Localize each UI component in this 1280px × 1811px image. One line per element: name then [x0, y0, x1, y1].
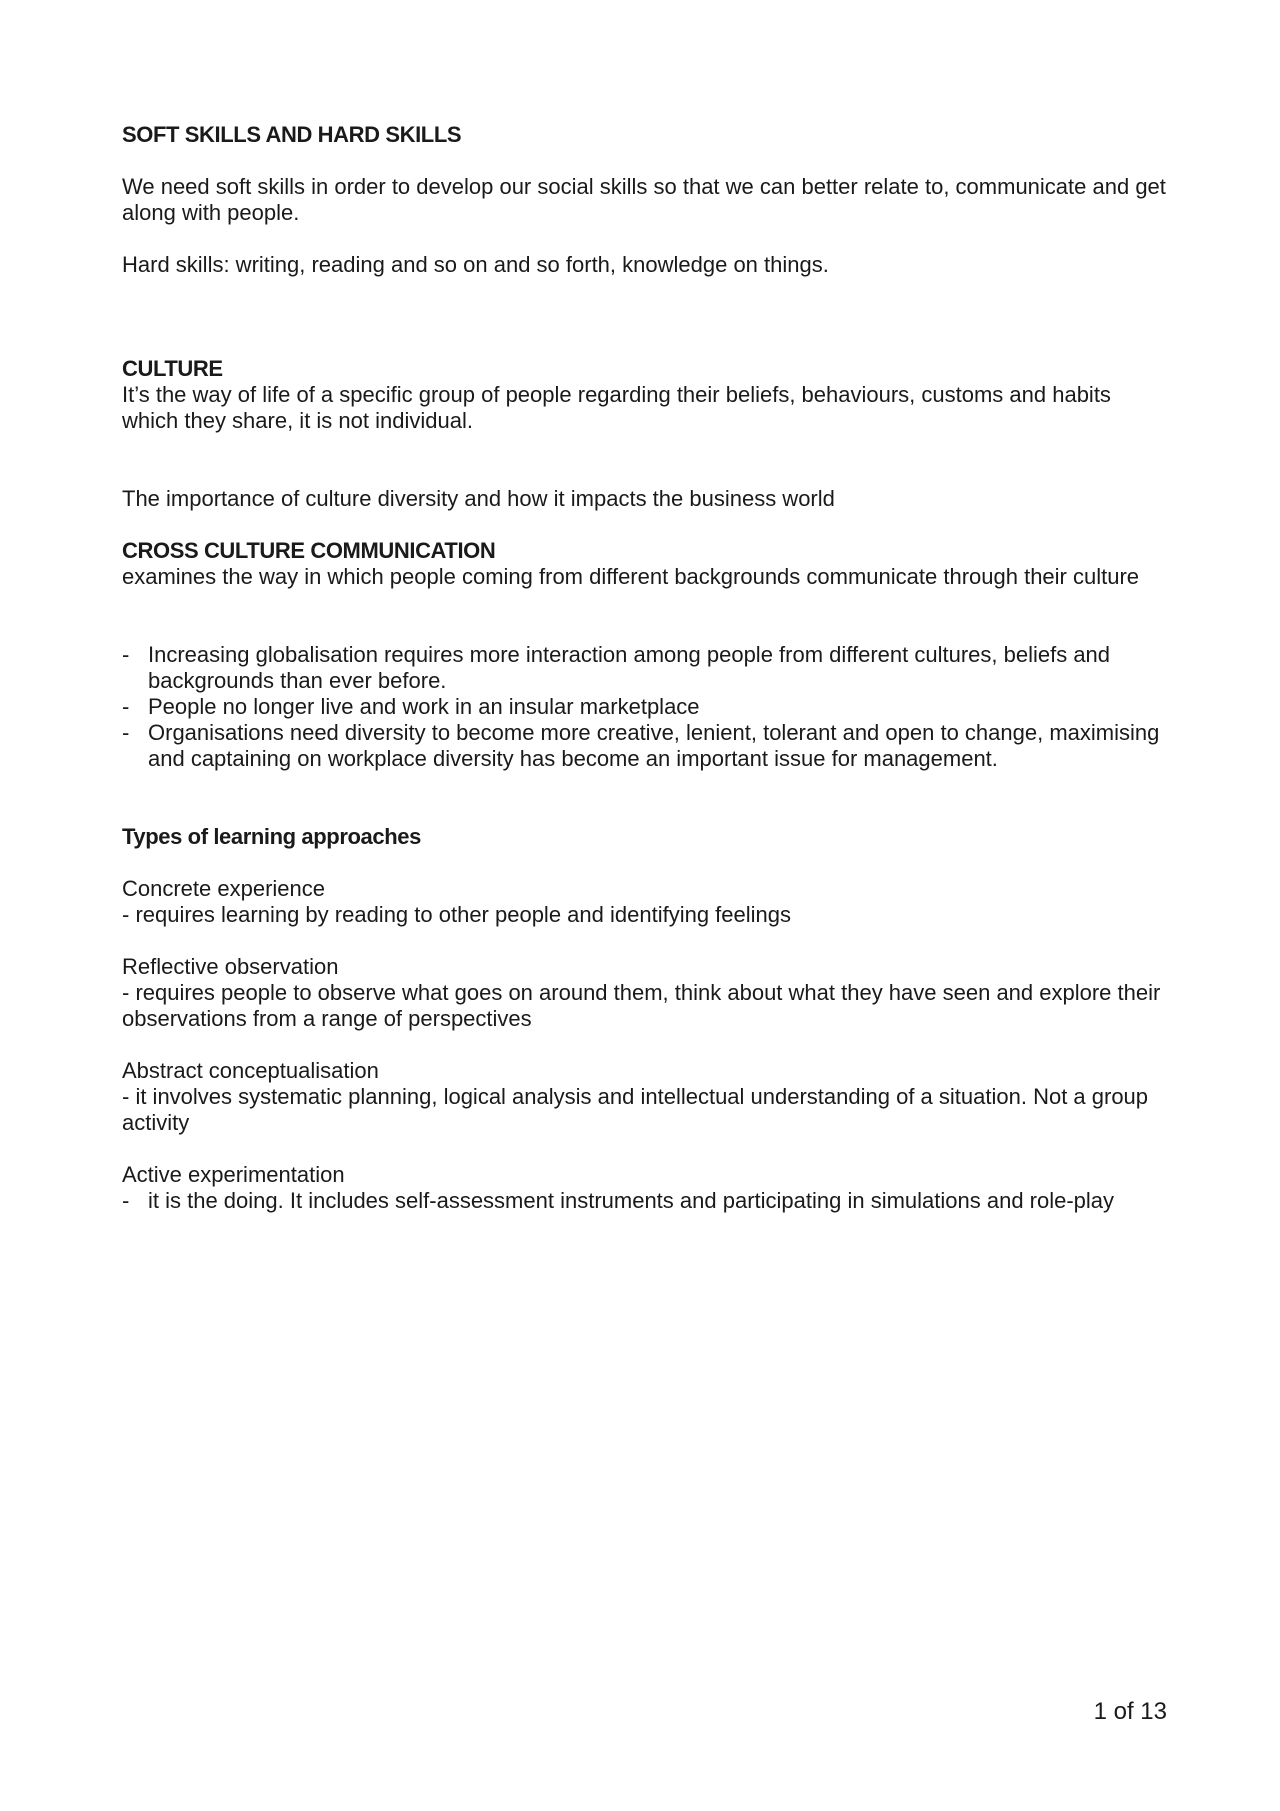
- cross-culture-bullet-list: [122, 642, 1167, 772]
- culture-diversity-note: The importance of culture diversity and how it impacts the business world: [122, 486, 835, 511]
- approach-description: - it is the doing. It includes self-assessment instruments and participating in simulations and role-play: [122, 1188, 1167, 1214]
- section-heading-learning: Types of learning approaches: [122, 824, 421, 849]
- section-heading-culture: CULTURE: [122, 356, 223, 381]
- skills-paragraph-soft: We need soft skills in order to develop our social skills so that we can better relate to, communicate and get along with people.: [122, 174, 1166, 225]
- section-heading-skills: SOFT SKILLS AND HARD SKILLS: [122, 122, 462, 147]
- approach-description: - it involves systematic planning, logical analysis and intellectual understanding of a situation. Not a group activity: [122, 1084, 1149, 1135]
- page-number: 1 of 13: [1093, 1698, 1167, 1725]
- list-item: - People no longer live and work in an insular marketplace: [122, 694, 1167, 720]
- culture-definition: It’s the way of life of a specific group of people regarding their beliefs, behaviours, customs and habits which they share, it is not individual.: [122, 382, 1111, 433]
- approach-description: - requires people to observe what goes on around them, think about what they have seen and explore their observations from a range of perspectives: [122, 980, 1161, 1031]
- approach-description: - requires learning by reading to other people and identifying feelings: [122, 902, 791, 927]
- approach-title: Active experimentation: [122, 1162, 345, 1187]
- approach-title: Reflective observation: [122, 954, 339, 979]
- page-content: [122, 122, 1167, 1214]
- list-item: - Increasing globalisation requires more interaction among people from different cultures, beliefs and backgrounds than ever before.: [122, 642, 1167, 694]
- section-heading-cross-culture: CROSS CULTURE COMMUNICATION: [122, 538, 496, 563]
- list-item: - Organisations need diversity to become more creative, lenient, tolerant and open to change, maximising and captaining on workplace diversity has become an important issue for management.: [122, 720, 1167, 772]
- approach-title: Concrete experience: [122, 876, 326, 901]
- approach-title: Abstract conceptualisation: [122, 1058, 379, 1083]
- cross-culture-definition: examines the way in which people coming from different backgrounds communicate through their culture: [122, 564, 1140, 589]
- skills-paragraph-hard: Hard skills: writing, reading and so on and so forth, knowledge on things.: [122, 252, 829, 277]
- approach-description-list: [122, 1188, 1167, 1214]
